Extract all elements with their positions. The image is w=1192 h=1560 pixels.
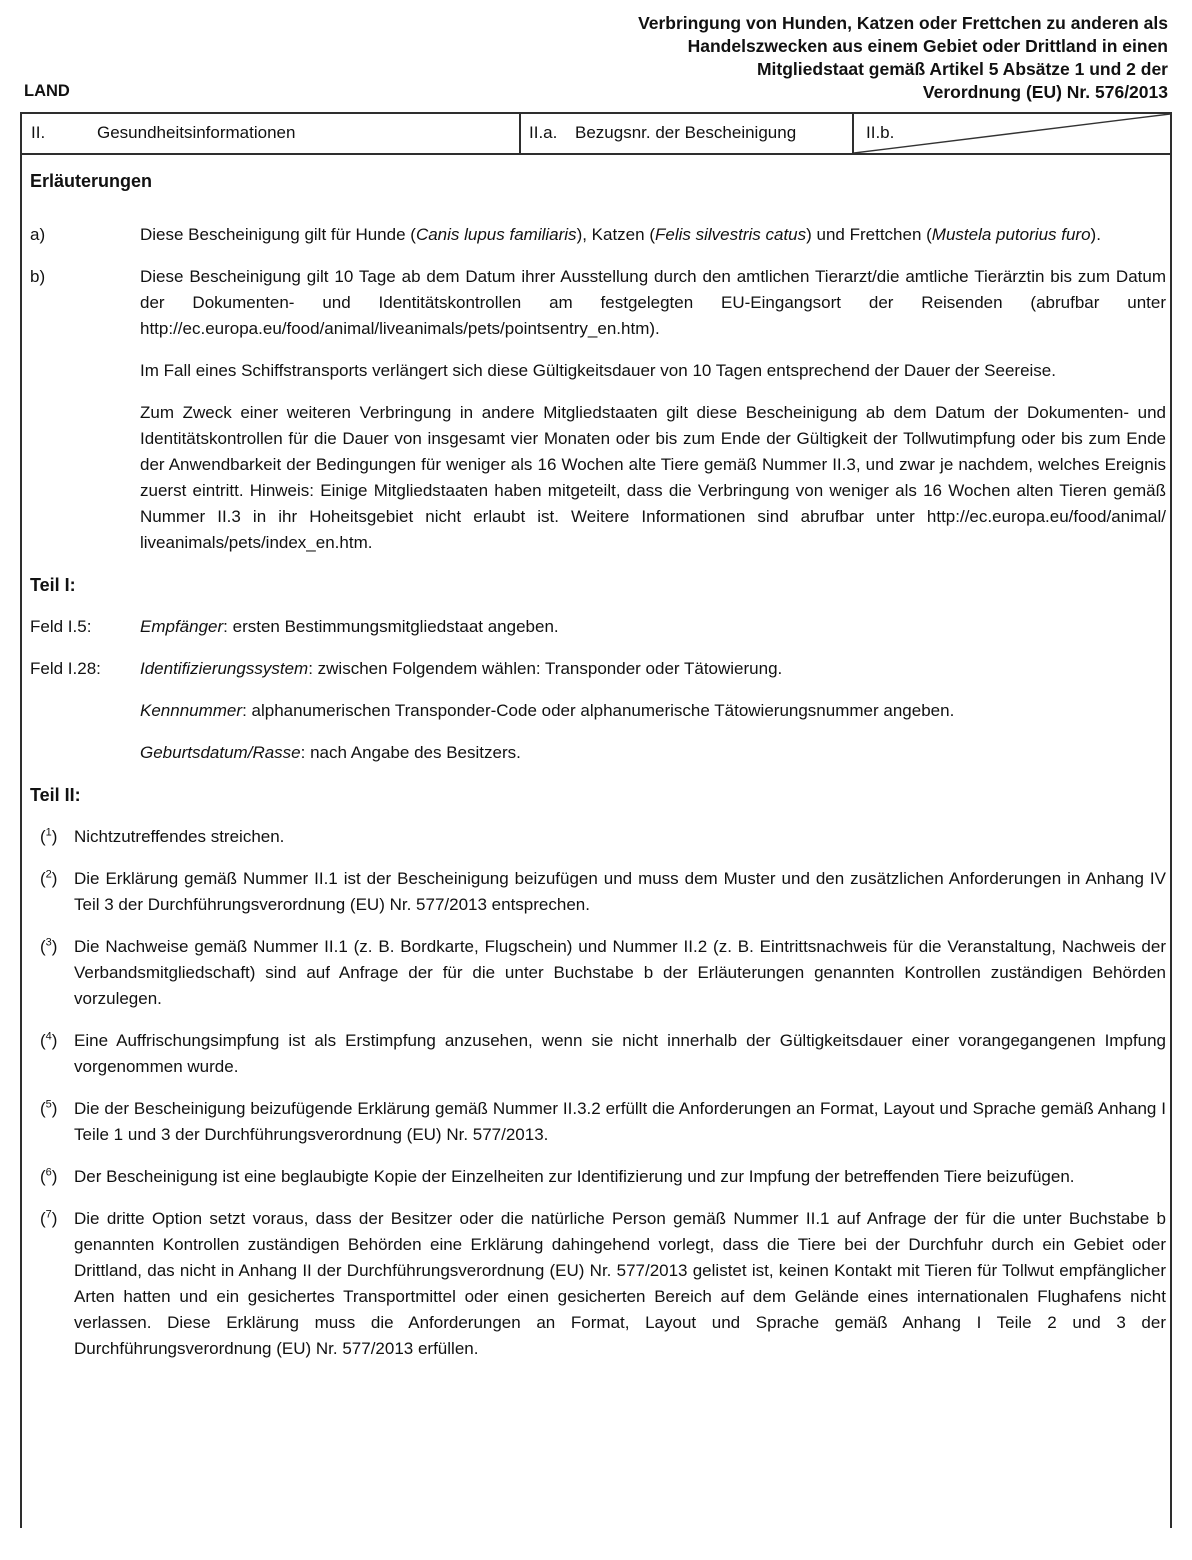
document-title-line: Verordnung (EU) Nr. 576/2013 [922, 82, 1168, 102]
footnote-1 [30, 824, 1166, 850]
footnote-text: Die der Bescheinigung beizufügende Erklärung gemäß Nummer II.3.2 erfüllt die Anforderungen an Format, Layout und Sprache gemäß Anhang I Teile 1 und 3 der Durchführungsverordnung (EU) Nr. 577/2013. [74, 1099, 1166, 1144]
footnote-3 [30, 934, 1166, 1012]
footnote-text: Die Erklärung gemäß Nummer II.1 ist der Bescheinigung beizufügen und muss dem Muster und den zusätzlichen Anforderungen in Anhang IV Teil 3 der Durchführungsverordnung (EU) Nr. 577/2013 entsprechen. [74, 869, 1166, 914]
footnote-text: Eine Auffrischungsimpfung ist als Erstimpfung anzusehen, wenn sie nicht innerhalb der Gültigkeitsdauer einer vorangegangenen Impfung vorgenommen wurde. [74, 1031, 1166, 1076]
field-label [30, 740, 140, 766]
section-label: Gesundheitsinformationen [97, 123, 296, 142]
footnote-text: Der Bescheinigung ist eine beglaubigte Kopie der Einzelheiten zur Identifizierung und zur Impfung der betreffenden Tiere beizufügen. [74, 1167, 1075, 1186]
field-text: Kennnummer: alphanumerischen Transponder-Code oder alphanumerische Tätowierungsnummer angeben. [140, 701, 955, 720]
item-label: a) [30, 225, 46, 244]
field-label [30, 698, 140, 724]
part1-field-kennnummer [30, 698, 1166, 724]
footnote-2 [30, 866, 1166, 918]
field-text: Empfänger: ersten Bestimmungsmitgliedstaat angeben. [140, 617, 559, 636]
footnote-text: Nichtzutreffendes streichen. [74, 827, 285, 846]
footnote-marker: ($^1$) [40, 826, 58, 846]
item-text: Im Fall eines Schiffstransports verlängert sich diese Gültigkeitsdauer von 10 Tagen entsprechend der Dauer der Seereise. [140, 361, 1056, 380]
footnote-marker: ($^6$) [40, 1166, 58, 1186]
document-title-line: Handelszwecken aus einem Gebiet oder Drittland in einen [687, 36, 1168, 56]
item-text: Diese Bescheinigung gilt für Hunde (Canis lupus familiaris), Katzen (Felis silvestris catus) und Frettchen (Mustela putorius furo). [140, 225, 1101, 244]
item-label: b) [30, 267, 46, 286]
footnote-marker: ($^5$) [40, 1098, 58, 1118]
document-title-line: Mitgliedstaat gemäß Artikel 5 Absätze 1 und 2 der [756, 59, 1168, 79]
explanation-item-b-cont-1 [30, 358, 1166, 384]
explanation-item-b [30, 264, 1166, 342]
diagonal-strike-line [854, 114, 1170, 153]
explanation-item-a [30, 222, 1166, 248]
item-label [30, 358, 140, 384]
footnote-marker: ($^4$) [40, 1030, 58, 1050]
document-title [508, 12, 1168, 104]
footnote-marker: ($^2$) [40, 868, 58, 888]
footnote-marker: ($^7$) [40, 1208, 58, 1228]
explanation-item-b-cont-2 [30, 400, 1166, 556]
document-title-line: Verbringung von Hunden, Katzen oder Frettchen zu anderen als [638, 13, 1168, 33]
section-label: Bezugsnr. der Bescheinigung [575, 123, 797, 142]
part1-field-i28 [30, 656, 1166, 682]
certificate-frame [20, 112, 1172, 1528]
part1-field-i5 [30, 614, 1166, 640]
explanations-content [22, 155, 1170, 1362]
footnote-text: Die dritte Option setzt voraus, dass der Besitzer oder die natürliche Person gemäß Nummer II.1 auf Anfrage der für die unter Buchstabe b genannten Kontrollen zuständigen Behörden eine Erklärung dahingehend vorlegt, dass die Tiere bei der Durchfuhr durch ein Gebiet oder Drittland, das nicht in Anhang II der Durchführungsverordnung (EU) Nr. 577/2013 gelistet ist, keinen Kontakt mit Tieren für Tollwut empfänglicher Arten hatten und ein gesichertes Transportmittel oder einen gesicherten Bereich auf dem Gelände eines internationalen Flughafens nicht verlassen. Diese Erklärung muss die Anforderungen an Format, Layout und Sprache gemäß Anhang I Teile 2 und 3 der Durchführungsverordnung (EU) Nr. 577/2013 erfüllen. [74, 1209, 1166, 1358]
part2-heading: Teil II: [30, 785, 81, 805]
item-label [30, 400, 140, 556]
certificate-reference-cell [519, 114, 852, 153]
section-header-row [22, 114, 1170, 155]
footnote-text: Die Nachweise gemäß Nummer II.1 (z. B. Bordkarte, Flugschein) und Nummer II.2 (z. B. Eintrittsnachweis für die Veranstaltung, Nachweis der Verbandsmitgliedschaft) sind auf Anfrage der für die unter Buchstabe b der Erläuterungen genannten Kontrollen zuständigen Behörden vorzulegen. [74, 937, 1166, 1008]
field-text: Geburtsdatum/Rasse: nach Angabe des Besitzers. [140, 743, 521, 762]
part1-field-geburtsdatum [30, 740, 1166, 766]
health-information-cell [22, 114, 519, 153]
footnote-7 [30, 1206, 1166, 1362]
explanations-heading: Erläuterungen [30, 171, 153, 191]
footnote-4 [30, 1028, 1166, 1080]
item-text: Diese Bescheinigung gilt 10 Tage ab dem Datum ihrer Ausstellung durch den amtlichen Tierarzt/die amtliche Tierärztin bis zum Datum der Dokumenten- und Identitätskontrollen am festgelegten EU-Eingangsort der Reisenden (abrufbar unter http://ec.europa.eu/food/animal/liveanimals/pets/pointsentry_en.htm). [140, 267, 1166, 338]
field-text: Identifizierungssystem: zwischen Folgendem wählen: Transponder oder Tätowierung. [140, 659, 783, 678]
section-code: II.b. [866, 123, 895, 142]
part1-heading: Teil I: [30, 575, 76, 595]
footnote-5 [30, 1096, 1166, 1148]
section-code: II. [31, 123, 46, 142]
iib-empty-cell [852, 114, 1170, 153]
item-text: Zum Zweck einer weiteren Verbringung in andere Mitgliedstaaten gilt diese Bescheinigung ab dem Datum der Dokumenten- und Identitätskontrollen für die Dauer von insgesamt vier Monaten oder bis zum Ende der Gültigkeit der Tollwutimpfung oder bis zum Ende der Anwendbarkeit der Bedingungen für weniger als 16 Wochen alte Tiere gemäß Nummer II.3, und zwar je nachdem, welches Ereignis zuerst eintritt. Hinweis: Einige Mitgliedstaaten haben mitgeteilt, dass die Verbringung von weniger als 16 Wochen alten Tieren gemäß Nummer II.3 in ihr Hoheitsgebiet nicht erlaubt ist. Weitere Informationen sind abrufbar unter http://ec.europa.eu/food/animal/ liveanimals/pets/index_en.htm. [140, 403, 1166, 552]
field-label: Feld I.5: [30, 617, 92, 636]
section-code: II.a. [529, 123, 558, 142]
footnote-marker: ($^3$) [40, 936, 58, 956]
footnote-6 [30, 1164, 1166, 1190]
field-label: Feld I.28: [30, 659, 101, 678]
country-label: LAND [24, 82, 70, 100]
